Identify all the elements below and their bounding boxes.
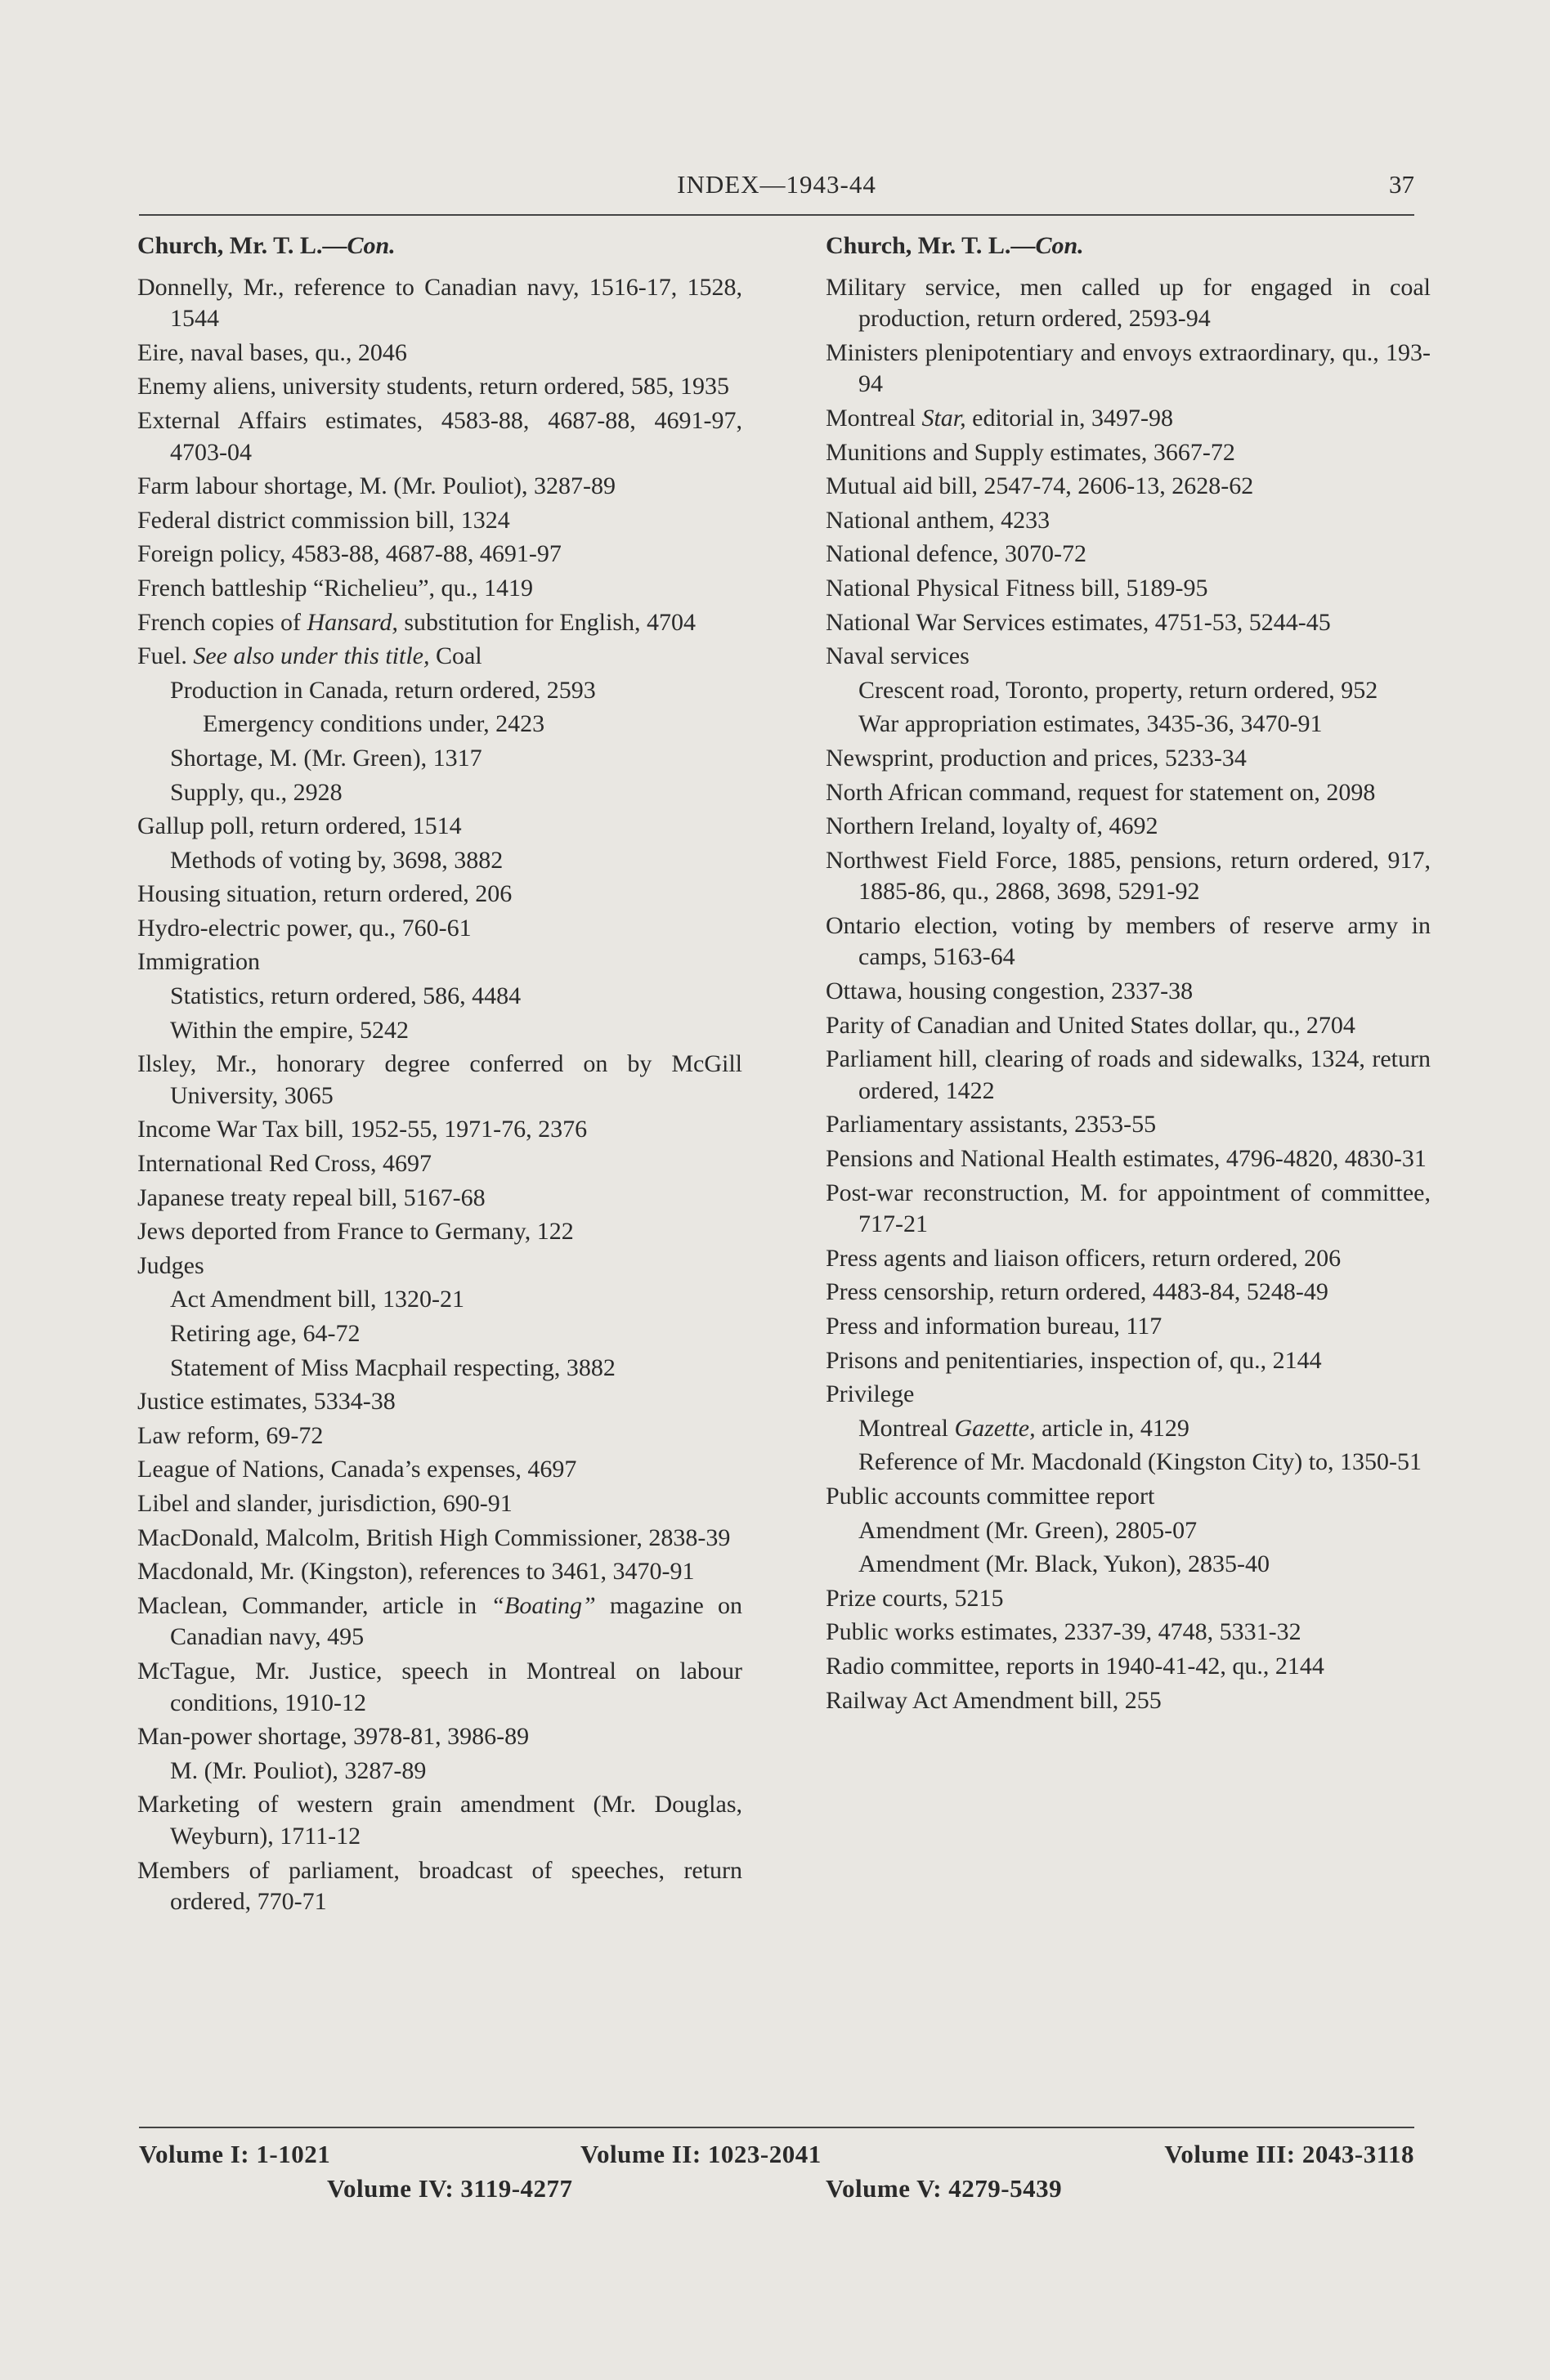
index-entry: Mutual aid bill, 2547-74, 2606-13, 2628-62 <box>826 472 1254 500</box>
index-entry: National defence, 3070-72 <box>826 540 1087 568</box>
index-entry: Foreign policy, 4583-88, 4687-88, 4691-97 <box>137 540 562 568</box>
entry-text: Montreal <box>826 404 922 432</box>
volume-5-range: Volume V: 4279-5439 <box>826 2174 1063 2203</box>
index-entry: Parliamentary assistants, 2353-55 <box>826 1111 1157 1139</box>
heading-con: Con. <box>1035 232 1084 259</box>
index-entry <box>137 641 742 673</box>
header-rule <box>139 214 1414 216</box>
index-entry: Northwest Field Force, 1885, pensions, return ordered, 917, 1885-86, qu., 2868, 3698, 5291-92 <box>826 846 1431 906</box>
index-entry: Newsprint, production and prices, 5233-34 <box>826 744 1247 772</box>
entry-italic-text: See also under this title, <box>193 642 430 670</box>
index-entry: Judges <box>137 1251 204 1279</box>
index-entry: Housing situation, return ordered, 206 <box>137 880 513 908</box>
entry-italic-text: Gazette, <box>954 1414 1036 1442</box>
index-entry: Statistics, return ordered, 586, 4484 <box>170 982 522 1010</box>
entry-italic-text: “Boating” <box>491 1591 596 1619</box>
index-entry: Donnelly, Mr., reference to Canadian navy, 1516-17, 1528, 1544 <box>137 273 742 333</box>
index-entry: Supply, qu., 2928 <box>170 778 343 806</box>
index-entry: Justice estimates, 5334-38 <box>137 1388 396 1416</box>
index-entry: Statement of Miss Macphail respecting, 3882 <box>170 1353 616 1381</box>
index-entry <box>826 403 1431 435</box>
volume-footer <box>139 2140 1414 2208</box>
index-entry: Parity of Canadian and United States dollar, qu., 2704 <box>826 1011 1355 1039</box>
index-entry: Northern Ireland, loyalty of, 4692 <box>826 812 1158 840</box>
index-entry: Immigration <box>137 948 260 976</box>
index-entry: Act Amendment bill, 1320-21 <box>170 1286 464 1313</box>
index-entry: M. (Mr. Pouliot), 3287-89 <box>170 1756 427 1784</box>
entry-italic-text: Hansard, <box>307 608 398 636</box>
index-entry: Ottawa, housing congestion, 2337-38 <box>826 978 1194 1005</box>
index-entry: Federal district commission bill, 1324 <box>137 506 510 534</box>
volume-3-range: Volume III: 2043-3118 <box>1164 2140 1414 2168</box>
heading-name: Church, Mr. T. L.— <box>826 232 1036 259</box>
index-entry: Production in Canada, return ordered, 2593 <box>170 676 596 704</box>
index-entry: Retiring age, 64-72 <box>170 1320 361 1347</box>
index-entry: Shortage, M. (Mr. Green), 1317 <box>170 744 482 772</box>
index-entry: Public accounts committee report <box>826 1482 1155 1510</box>
volume-2-range: Volume II: 1023-2041 <box>580 2140 822 2168</box>
volume-1-range: Volume I: 1-1021 <box>139 2140 331 2168</box>
index-entry: Libel and slander, jurisdiction, 690-91 <box>137 1489 513 1517</box>
page-number: 37 <box>1389 170 1414 199</box>
index-entry: Privilege <box>826 1380 915 1408</box>
entry-italic-text: Star, <box>921 404 966 432</box>
column-heading <box>826 230 1431 262</box>
index-entry: Macdonald, Mr. (Kingston), references to 3461, 3470-91 <box>137 1558 695 1586</box>
index-entry: Press censorship, return ordered, 4483-84, 5248-49 <box>826 1278 1328 1306</box>
index-entry: Members of parliament, broadcast of speeches, return ordered, 770-71 <box>137 1856 742 1916</box>
entry-text: substitution for English, 4704 <box>397 608 697 636</box>
index-entry: Prize courts, 5215 <box>826 1584 1004 1612</box>
index-entry: Amendment (Mr. Black, Yukon), 2835-40 <box>858 1550 1270 1578</box>
index-entry: Eire, naval bases, qu., 2046 <box>137 338 407 366</box>
index-entry: McTague, Mr. Justice, speech in Montreal on labour conditions, 1910-12 <box>137 1657 742 1716</box>
index-entry: Pensions and National Health estimates, 4796-4820, 4830-31 <box>826 1145 1427 1173</box>
index-entry: External Affairs estimates, 4583-88, 4687-88, 4691-97, 4703-04 <box>137 406 742 466</box>
index-entry: National War Services estimates, 4751-53, 5244-45 <box>826 608 1331 636</box>
volume-4-range: Volume IV: 3119-4277 <box>327 2174 573 2203</box>
index-entry: War appropriation estimates, 3435-36, 3470-91 <box>858 710 1323 738</box>
index-entry: Income War Tax bill, 1952-55, 1971-76, 2376 <box>137 1116 588 1143</box>
page-title: INDEX—1943-44 <box>677 170 876 199</box>
index-entry: Crescent road, Toronto, property, return ordered, 952 <box>858 676 1378 704</box>
index-entry: National anthem, 4233 <box>826 506 1051 534</box>
index-entry: Press agents and liaison officers, return ordered, 206 <box>826 1244 1342 1272</box>
index-entry: Amendment (Mr. Green), 2805-07 <box>858 1516 1198 1544</box>
index-entry: Military service, men called up for engaged in coal production, return ordered, 2593-94 <box>826 273 1431 333</box>
entry-text: Montreal <box>858 1414 955 1442</box>
index-entry: Man-power shortage, 3978-81, 3986-89 <box>137 1723 530 1751</box>
index-entry: Hydro-electric power, qu., 760-61 <box>137 914 472 942</box>
column-heading <box>137 230 742 262</box>
footer-rule <box>139 2127 1414 2128</box>
entry-text: magazine on Canadian navy, 495 <box>170 1591 742 1651</box>
index-entry: Within the empire, 5242 <box>170 1016 410 1044</box>
index-entry: Post-war reconstruction, M. for appointment of committee, 717-21 <box>826 1179 1431 1238</box>
index-entry: Emergency conditions under, 2423 <box>203 710 545 738</box>
index-entry: Methods of voting by, 3698, 3882 <box>170 846 504 874</box>
index-entry: Farm labour shortage, M. (Mr. Pouliot), 3287-89 <box>137 472 616 500</box>
index-entry: National Physical Fitness bill, 5189-95 <box>826 574 1208 602</box>
index-entry: MacDonald, Malcolm, British High Commissioner, 2838-39 <box>137 1523 731 1551</box>
index-entry: Ilsley, Mr., honorary degree conferred on by McGill University, 3065 <box>137 1050 742 1109</box>
running-head <box>139 170 1414 211</box>
index-entry: Reference of Mr. Macdonald (Kingston City) to, 1350-51 <box>858 1448 1422 1476</box>
entry-text: French copies of <box>137 608 307 636</box>
index-entry: Jews deported from France to Germany, 122 <box>137 1218 574 1246</box>
index-entry: Japanese treaty repeal bill, 5167-68 <box>137 1183 486 1211</box>
index-entry: Munitions and Supply estimates, 3667-72 <box>826 438 1235 466</box>
right-column <box>826 230 1431 1719</box>
heading-con: Con. <box>347 232 396 259</box>
index-entry <box>137 607 742 639</box>
index-entry: Radio committee, reports in 1940-41-42, qu., 2144 <box>826 1652 1324 1680</box>
heading-name: Church, Mr. T. L.— <box>137 232 347 259</box>
entry-text: Maclean, Commander, article in <box>137 1591 491 1619</box>
entry-text: Fuel. <box>137 642 194 670</box>
index-entry: Naval services <box>826 642 970 670</box>
index-entry: Railway Act Amendment bill, 255 <box>826 1686 1162 1714</box>
index-entry: Prisons and penitentiaries, inspection of, qu., 2144 <box>826 1346 1322 1374</box>
index-entry: Enemy aliens, university students, return ordered, 585, 1935 <box>137 373 730 400</box>
index-entry <box>826 1413 1431 1445</box>
index-entry: Marketing of western grain amendment (Mr. Douglas, Weyburn), 1711-12 <box>137 1791 742 1850</box>
index-entry: League of Nations, Canada’s expenses, 4697 <box>137 1456 577 1483</box>
index-entry <box>137 1590 742 1653</box>
index-entry: North African command, request for statement on, 2098 <box>826 778 1376 806</box>
index-entry: French battleship “Richelieu”, qu., 1419 <box>137 574 534 602</box>
index-entry: Parliament hill, clearing of roads and sidewalks, 1324, return ordered, 1422 <box>826 1045 1431 1104</box>
index-entry: International Red Cross, 4697 <box>137 1150 432 1178</box>
entry-text: editorial in, 3497-98 <box>965 404 1173 432</box>
entry-text: article in, 4129 <box>1035 1414 1189 1442</box>
index-entry: Law reform, 69-72 <box>137 1421 324 1449</box>
index-entry: Gallup poll, return ordered, 1514 <box>137 812 462 840</box>
index-entry: Press and information bureau, 117 <box>826 1313 1162 1340</box>
index-entry: Ministers plenipotentiary and envoys extraordinary, qu., 193-94 <box>826 338 1431 398</box>
index-entry: Public works estimates, 2337-39, 4748, 5331-32 <box>826 1618 1301 1646</box>
index-entry: Ontario election, voting by members of reserve army in camps, 5163-64 <box>826 911 1431 971</box>
entry-text: Coal <box>429 642 482 670</box>
left-column <box>137 230 742 1921</box>
